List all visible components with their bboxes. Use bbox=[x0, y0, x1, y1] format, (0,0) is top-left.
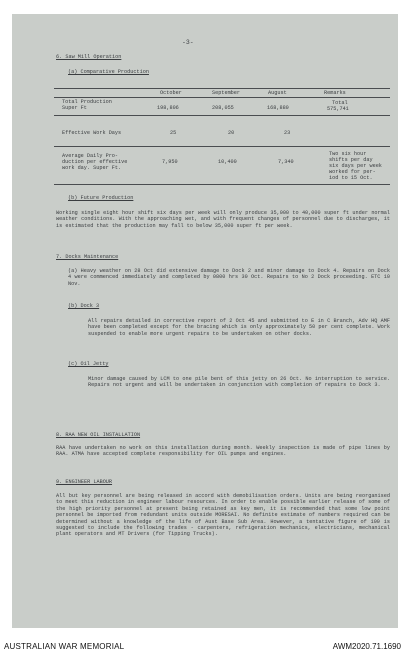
section-7a-text: (a) Heavy weather on 28 Oct did extensive damage to Dock 2 and minor damage to Dock 4. Repairs on Dock 4 were commenced immediately and completed by 0800 hrs 30 Oct. Repairs to No 2 Dock proceeding. ETC 10 Nov. bbox=[68, 268, 390, 287]
cell-september: 208,055 bbox=[212, 105, 234, 111]
col-header-august: August bbox=[268, 90, 287, 96]
section-7c-text: Minor damage caused by LCM to one pile bent of this jetty on 26 Oct. No interruption to service. Repairs not urgent and will be undertaken in conjunction with completion of repairs to Dock 3. bbox=[88, 376, 390, 389]
section-6b-heading: (b) Future Production bbox=[68, 195, 134, 201]
cell-october: 198,806 bbox=[157, 105, 179, 111]
cell-august: 168,880 bbox=[267, 105, 289, 111]
row-label: Effective Work Days bbox=[62, 130, 122, 136]
archive-footer bbox=[0, 640, 405, 653]
cell-remarks: worked for per- bbox=[329, 169, 376, 175]
cell-october: 7,950 bbox=[162, 159, 178, 165]
row-label: Super Ft bbox=[62, 105, 87, 111]
cell-remarks: six days per week bbox=[329, 163, 382, 169]
section-8-text: RAA have undertaken no work on this installation during month. Weekly inspection is made of pipe lines by RAA. ATMA have accepted complete responsibility for OIL pumps and engines. bbox=[56, 445, 390, 458]
col-header-september: September bbox=[212, 90, 241, 96]
page-number: -3- bbox=[182, 39, 194, 46]
cell-remarks: 575,741 bbox=[327, 106, 349, 112]
col-header-remarks: Remarks bbox=[324, 90, 346, 96]
section-7b-text: All repairs detailed in corrective report of 2 Oct 45 and submitted to E in C Branch, Adv HQ AMF have been completed except for the bracing which is only approximately 50 per cent complete. Work suspended to enable more urgent repairs to be undertaken on other docks. bbox=[88, 318, 390, 337]
row-label: Average Daily Pro- bbox=[62, 153, 119, 159]
cell-september: 10,400 bbox=[218, 159, 237, 165]
document-page bbox=[12, 14, 398, 628]
cell-august: 7,340 bbox=[278, 159, 294, 165]
row-label: duction per effective bbox=[62, 159, 128, 165]
section-8-heading: 8. RAA NEW OIL INSTALLATION bbox=[56, 432, 141, 438]
section-9-text: All but key personnel are being released in accord with demobilisation orders. Units are being reorganised to meet this reduction in engineer labour resources. In order to enable possible earlier release of some of the high priority personnel at present being retained as key men, it is recommended that some low point personnel be imported from redundant units outside MORESAI. No definite estimate of numbers required can be determined without a knowledge of the life of Aust Base Sub Area. However, a tentative figure of 100 is suggested to include the following trades - carpenters, refrigeration mechanics, electricians, mechanical plant operators and MT Drivers (for Tipping Trucks). bbox=[56, 493, 390, 538]
col-header-october: October bbox=[160, 90, 182, 96]
cell-remarks: Total bbox=[332, 100, 348, 106]
section-6a-heading: (a) Comparative Production bbox=[68, 69, 149, 75]
table-rule-bottom bbox=[54, 184, 390, 185]
table-rule bbox=[54, 115, 390, 116]
cell-october: 25 bbox=[170, 130, 177, 136]
cell-september: 20 bbox=[228, 130, 235, 136]
section-6-heading: 6. Saw Mill Operation bbox=[56, 54, 122, 60]
footer-institution: AUSTRALIAN WAR MEMORIAL bbox=[4, 642, 125, 651]
row-label: Total Production bbox=[62, 99, 112, 105]
table-rule bbox=[54, 146, 390, 147]
section-9-heading: 9. ENGINEER LABOUR bbox=[56, 479, 113, 485]
row-label: work day. Super Ft. bbox=[62, 165, 122, 171]
table-rule-header bbox=[54, 97, 390, 98]
cell-remarks: Two six hour bbox=[329, 151, 367, 157]
section-6b-text: Working single eight hour shift six days per week will only produce 35,000 to 40,000 super ft under normal weather conditions. With the approaching wet, and with frequent changes of personnel due to discharges, it is estimated that the production may fall to below 35,000 super ft per week. bbox=[56, 210, 390, 229]
section-7b-heading: (b) Dock 3 bbox=[68, 303, 100, 309]
section-7c-heading: (c) Oil Jetty bbox=[68, 361, 109, 367]
cell-remarks: shifts per day bbox=[329, 157, 373, 163]
table-rule-top bbox=[54, 88, 390, 89]
cell-remarks: iod to 15 Oct. bbox=[329, 175, 373, 181]
section-7-heading: 7. Docks Maintenance bbox=[56, 254, 119, 260]
footer-accession-number: AWM2020.71.1690 bbox=[332, 642, 401, 651]
cell-august: 23 bbox=[284, 130, 291, 136]
